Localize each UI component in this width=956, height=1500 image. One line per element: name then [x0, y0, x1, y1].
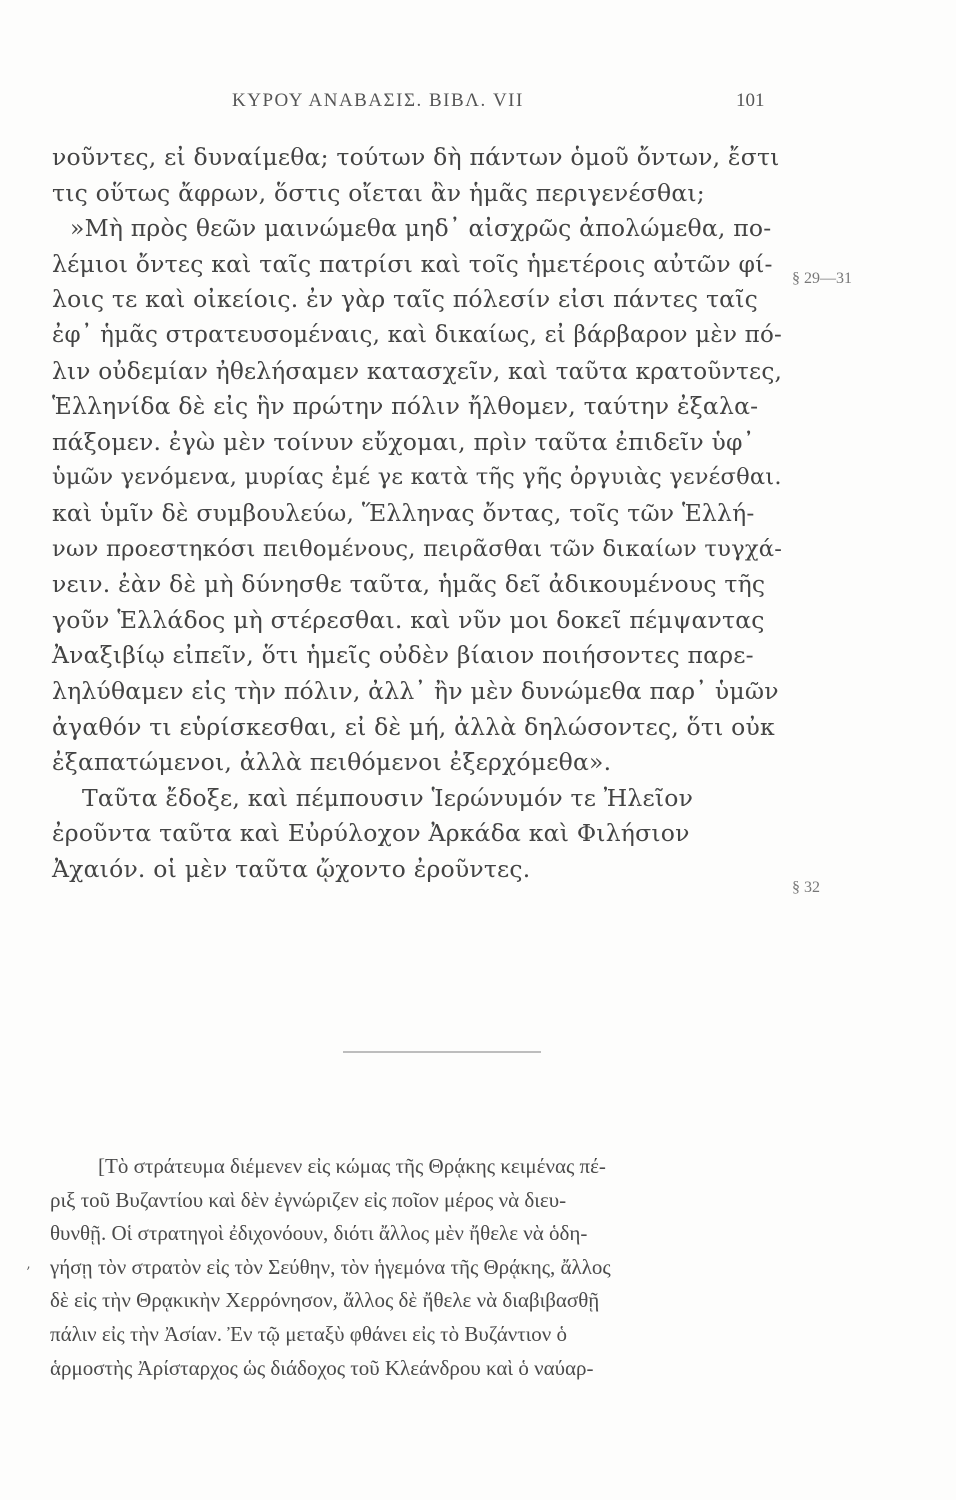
text-line: τις οὕτως ἄφρων, ὅστις οἴεται ἂν ἡμᾶς περιγενέσθαι; — [52, 178, 705, 207]
text-line: γοῦν Ἑλλάδος μὴ στέρεσθαι. καὶ νῦν μοι δοκεῖ πέμψαντας — [52, 605, 765, 634]
text-line: ἀγαθόν τι εὑρίσκεσθαι, εἰ δὲ μή, ἀλλὰ δηλώσοντες, ὅτι οὐκ — [52, 712, 775, 741]
summary-block — [50, 1150, 820, 1385]
text-line: Ἑλληνίδα δὲ εἰς ἣν πρώτην πόλιν ἤλθομεν, ταύτην ἐξαλα- — [52, 392, 759, 421]
text-line: ληλύθαμεν εἰς τὴν πόλιν, ἀλλ᾽ ἢν μὲν δυνώμεθα παρ᾽ ὑμῶν — [52, 676, 779, 705]
text-line: λέμιοι ὄντες καὶ ταῖς πατρίσι καὶ τοῖς ἡμετέροις αὐτῶν φί- — [52, 249, 773, 278]
page-number: 101 — [736, 90, 765, 111]
text-line: Ἀχαιόν. οἱ μὲν ταῦτα ᾤχοντο ἐροῦντες. — [52, 854, 531, 883]
summary-line: [Τὸ στράτευμα διέμενεν εἰς κώμας τῆς Θρᾴκης κειμένας πέ- — [98, 1154, 606, 1178]
summary-line: πάλιν εἰς τὴν Ἀσίαν. Ἐν τῷ μεταξὺ φθάνει εἰς τὸ Βυζάντιον ὁ — [50, 1321, 568, 1346]
summary-line: ἁρμοστὴς Ἀρίσταρχος ὡς διάδοχος τοῦ Κλεάνδρου καὶ ὁ ναύαρ- — [50, 1355, 594, 1380]
text-line: καὶ ὑμῖν δὲ συμβουλεύω, Ἕλληνας ὄντας, τοῖς τῶν Ἑλλή- — [52, 498, 755, 527]
summary-line: δὲ εἰς τὴν Θρᾳκικὴν Χερρόνησον, ἄλλος δὲ ἤθελε νὰ διαβιβασθῇ — [50, 1288, 600, 1313]
text-line: νων προεστηκόσι πειθομένους, πειρᾶσθαι τῶν δικαίων τυγχά- — [52, 535, 783, 562]
text-line: λιν οὐδεμίαν ἠθελήσαμεν κατασχεῖν, καὶ ταῦτα κρατοῦντες, — [52, 357, 783, 385]
main-text-block — [52, 140, 782, 887]
section-divider — [343, 1051, 541, 1053]
text-line: λοις τε καὶ οἰκείοις. ἐν γὰρ ταῖς πόλεσίν εἰσι πάντες ταῖς — [52, 285, 758, 314]
text-line: νειν. ἐὰν δὲ μὴ δύνησθε ταῦτα, ἡμᾶς δεῖ ἀδικουμένους τῆς — [52, 570, 766, 599]
margin-note-section: § 32 — [792, 879, 820, 896]
margin-dot-mark: ’ — [26, 1265, 31, 1281]
text-line: νοῦντες, εἰ δυναίμεθα; τούτων δὴ πάντων ὁμοῦ ὄντων, ἔστι — [52, 143, 780, 171]
text-line: ἐφ᾽ ἡμᾶς στρατευσομέναις, καὶ δικαίως, εἰ βάρβαρον μὲν πό- — [52, 321, 783, 348]
text-line: ὑμῶν γενόμενα, μυρίας ἐμέ γε κατὰ τῆς γῆς ὀργυιὰς γενέσθαι. — [52, 464, 782, 491]
text-line: Ἀναξιβίῳ εἰπεῖν, ὅτι ἡμεῖς οὐδὲν βίαιον ποιήσοντες παρε- — [52, 641, 754, 670]
running-head: ΚΥΡΟΥ ΑΝΑΒΑΣΙΣ. ΒΙΒΛ. VII — [232, 90, 524, 111]
summary-line: ριξ τοῦ Βυζαντίου καὶ δὲν ἐγνώριζεν εἰς ποῖον μέρος νὰ διευ- — [50, 1187, 567, 1212]
page-header — [0, 90, 956, 120]
text-line: πάξομεν. ἐγὼ μὲν τοίνυν εὔχομαι, πρὶν ταῦτα ἐπιδεῖν ὑφ᾽ — [52, 427, 755, 456]
summary-line: θυνθῇ. Οἱ στρατηγοὶ ἐδιχονόουν, διότι ἄλλος μὲν ἤθελε νὰ ὁδη- — [50, 1221, 588, 1246]
text-line: ἐροῦντα ταῦτα καὶ Εὐρύλοχον Ἀρκάδα καὶ Φιλήσιον — [52, 819, 690, 848]
text-line: Ταῦτα ἔδοξε, καὶ πέμπουσιν Ἱερώνυμόν τε Ἠλεῖον — [82, 783, 694, 812]
summary-line: γήσῃ τὸν στρατὸν εἰς τὸν Σεύθην, τὸν ἡγεμόνα τῆς Θρᾴκης, ἄλλος — [50, 1254, 611, 1279]
margin-note-section: § 29—31 — [792, 270, 852, 287]
text-line: »Μὴ πρὸς θεῶν μαινώμεθα μηδ᾽ αἰσχρῶς ἀπολώμεθα, πο- — [70, 214, 772, 243]
text-line: ἐξαπατώμενοι, ἀλλὰ πειθόμενοι ἐξερχόμεθα». — [52, 748, 612, 777]
